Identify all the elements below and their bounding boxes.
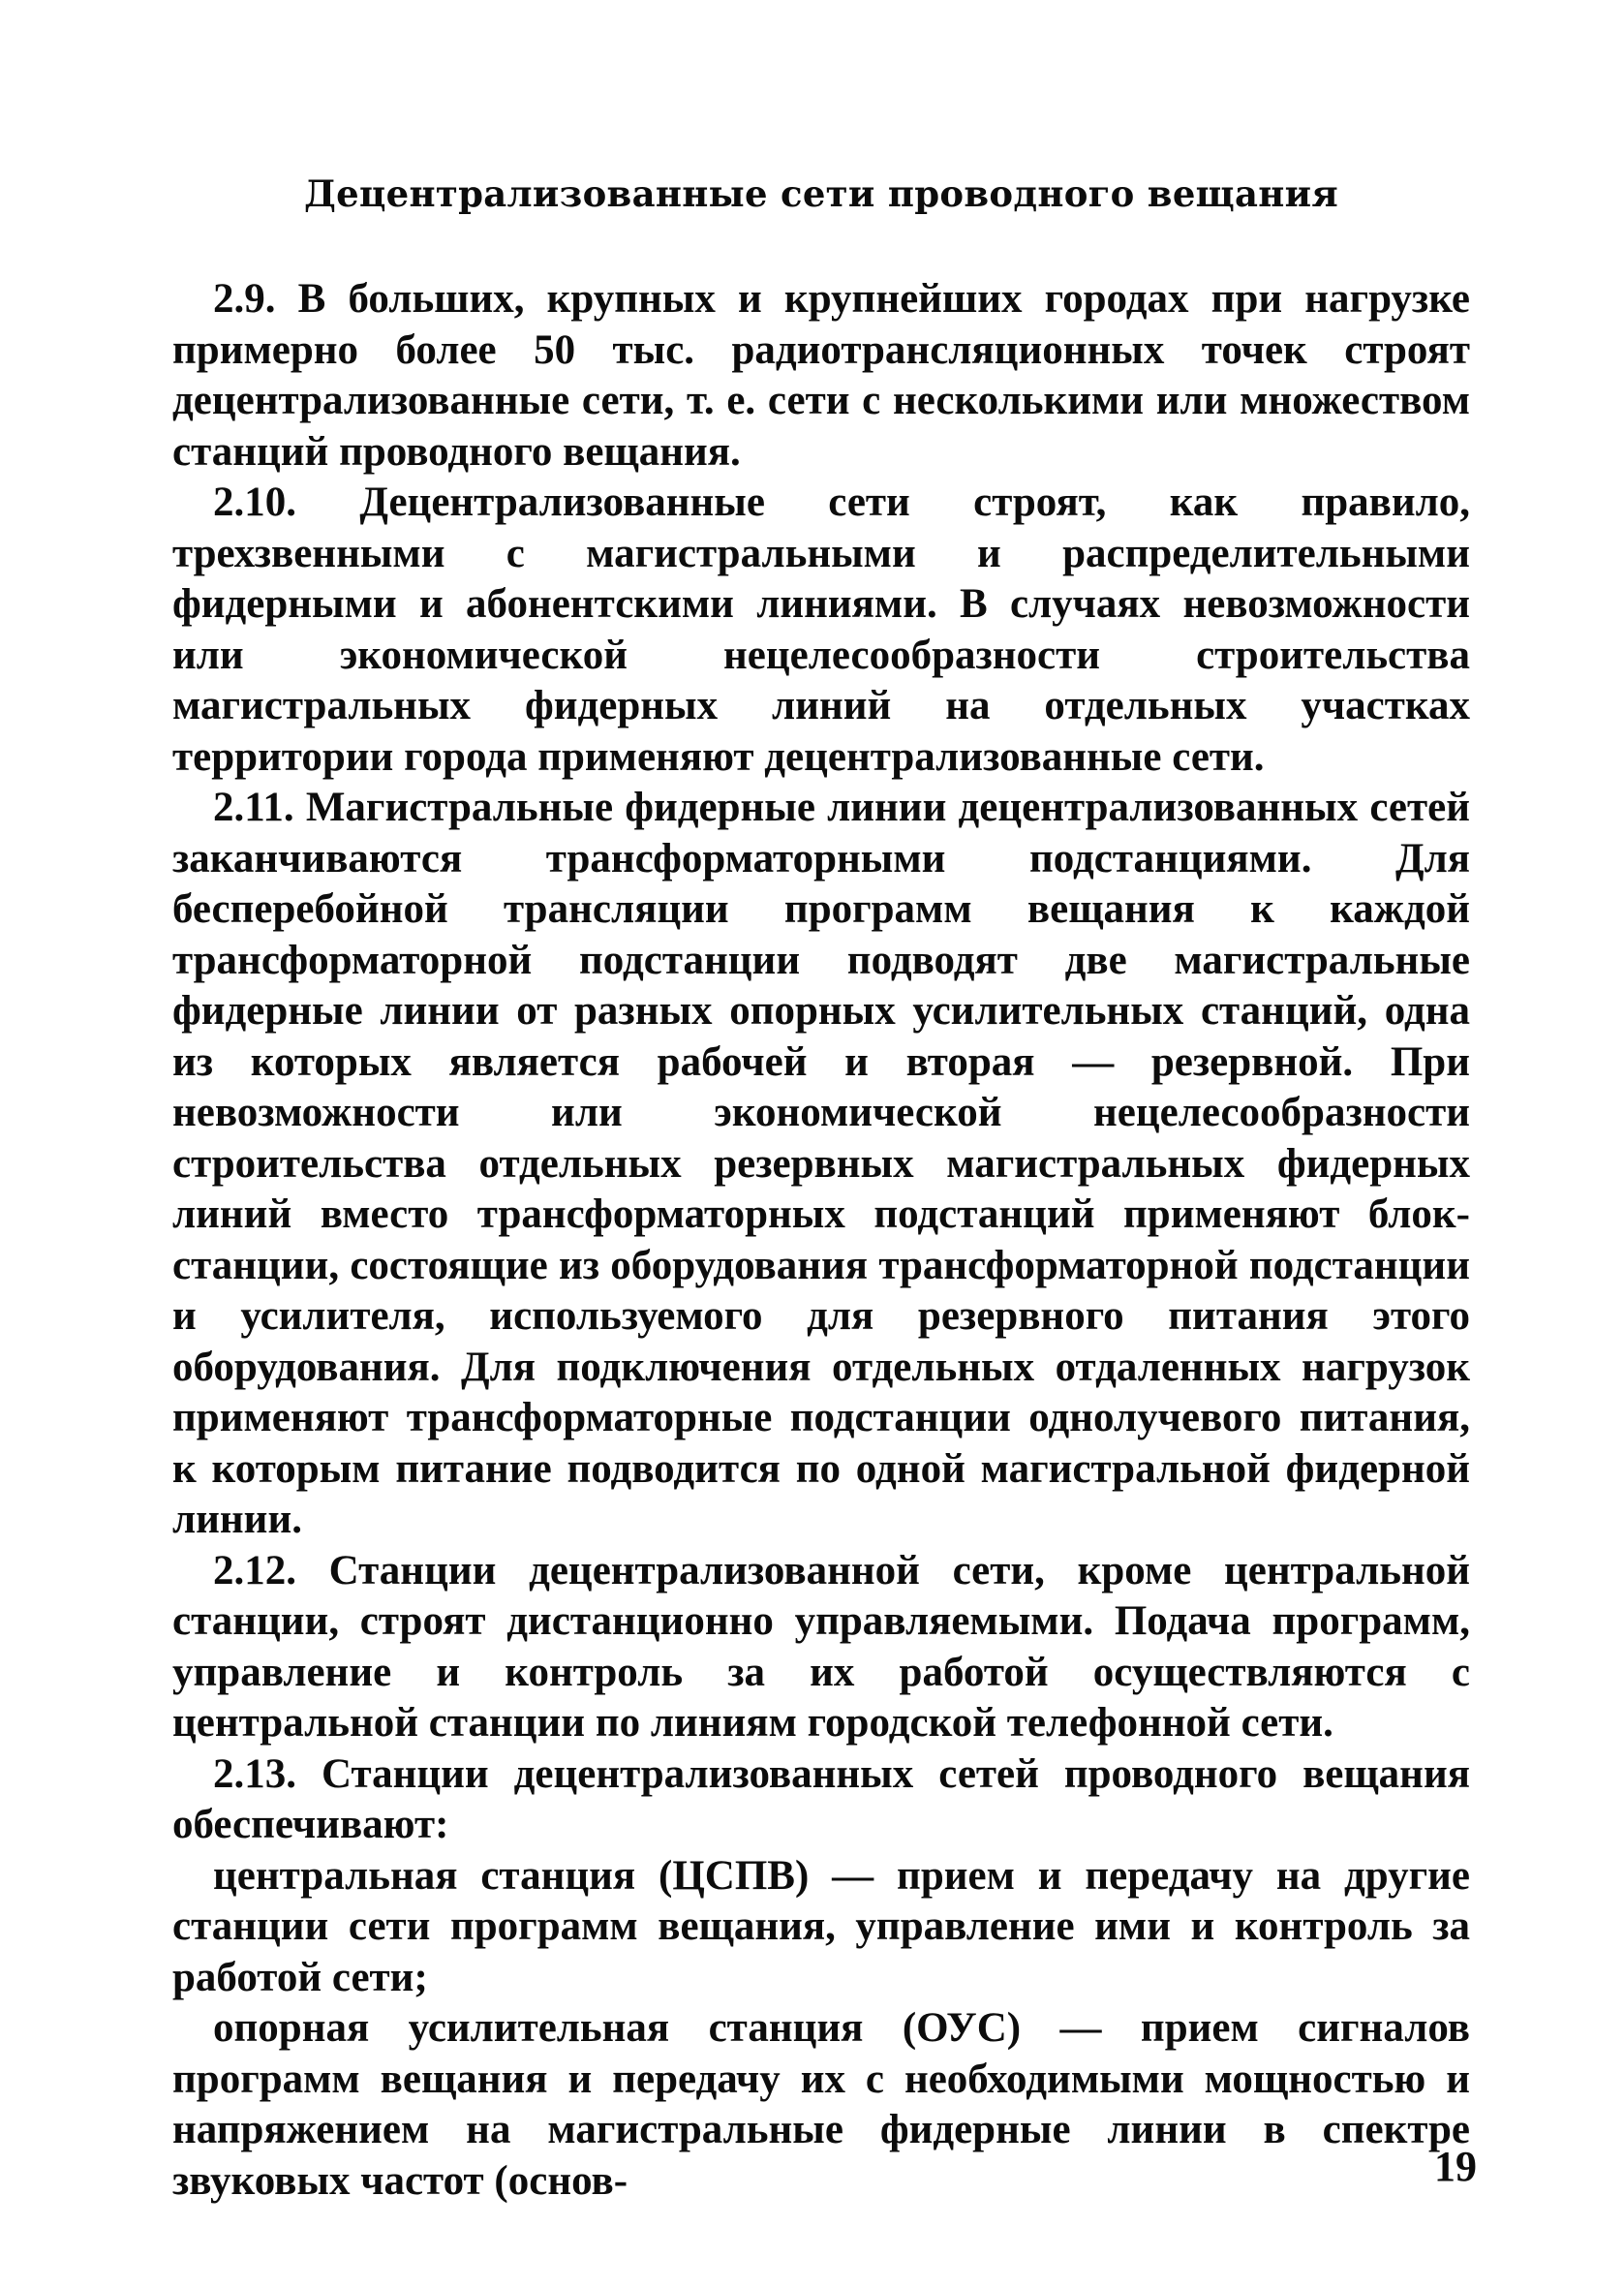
paragraph-2-11 xyxy=(172,783,1470,1546)
paragraph-text: Магистральные фидерные линии децентрализованных сетей заканчиваются трансформаторными подстанциями. Для бесперебойной трансляции программ вещания к каждой трансформаторной подстанции подводят две магистральные фидерные линии от разных опорных усилительных станций, одна из которых является рабочей и вторая — резервной. При невозможности или экономической нецелесообразности строительства отдельных резервных магистральных фидерных линий вместо трансформаторных подстанций применяют блок-станции, состоящие из оборудования трансформаторной подстанции и усилителя, используемого для резервного питания этого оборудования. Для подключения отдельных отдаленных нагрузок применяют трансформаторные подстанции однолучевого питания, к которым питание подводится по одной магистральной фидерной линии. xyxy=(172,785,1470,1542)
paragraph-text: Децентрализованные сети строят, как правило, трехзвенными с магистральными и распределительными фидерными и абонентскими линиями. В случаях невозможности или экономической нецелесообразности строительства магистральных фидерных линий на отдельных участках территории города применяют децентрализованные сети. xyxy=(172,479,1471,780)
paragraph-2-12 xyxy=(172,1546,1470,1749)
paragraph-number: 2.13. xyxy=(213,1750,296,1797)
paragraph-number: 2.11. xyxy=(213,785,294,830)
body-text xyxy=(172,274,1470,2207)
paragraph-2-10 xyxy=(172,478,1470,783)
paragraph-number: 2.10. xyxy=(213,479,296,525)
paragraph-text: В больших, крупных и крупнейших городах при нагрузке примерно более 50 тыс. радиотрансляционных точек строят децентрализованные сети, т. е. сети с несколькими или множеством станций проводного вещания. xyxy=(172,276,1470,475)
paragraph-2-13 xyxy=(172,1749,1470,1851)
section-heading: Децентрализованные сети проводного вещания xyxy=(303,172,1339,215)
paragraph-text: центральная станция (ЦСПВ) — прием и передачу на другие станции сети программ вещания, управление ими и контроль за работой сети; xyxy=(172,1852,1470,2000)
paragraph-number: 2.12. xyxy=(213,1547,296,1593)
paragraph-text: Станции децентрализованных сетей проводного вещания обеспечивают: xyxy=(172,1750,1470,1847)
paragraph-text: опорная усилительная станция (ОУС) — прием сигналов программ вещания и передачу их с необходимыми мощностью и напряжением на магистральные фидерные линии в спектре звуковых частот (основ- xyxy=(172,2005,1470,2204)
page-number: 19 xyxy=(1434,2143,1477,2190)
paragraph-text: Станции децентрализованной сети, кроме центральной станции, строят дистанционно управляемыми. Подача программ, управление и контроль за их работой осуществляются с центральной станции по линиям городской телефонной сети. xyxy=(172,1547,1470,1746)
paragraph-2-9 xyxy=(172,274,1470,478)
paragraph-central-station xyxy=(172,1851,1470,2004)
paragraph-number: 2.9. xyxy=(213,276,276,322)
paragraph-support-station xyxy=(172,2003,1470,2207)
